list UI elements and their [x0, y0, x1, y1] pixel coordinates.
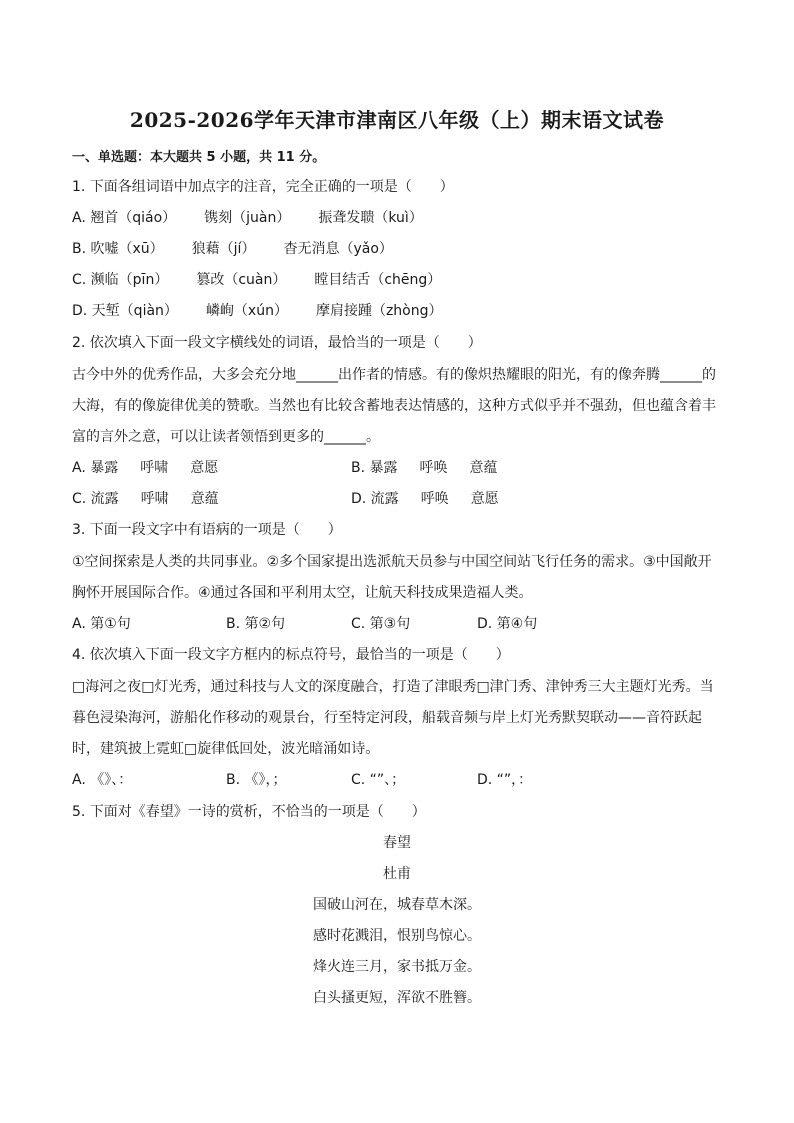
fill-blank-1: ______ — [296, 367, 338, 383]
passage-text: 的 — [702, 367, 716, 383]
poem-author: 杜甫 — [383, 866, 411, 882]
option-text: 呼唤 — [420, 491, 449, 507]
option-text: C. 流露 — [72, 491, 119, 507]
question-1-stem: 1. 下面各组词语中加点字的注音，完全正确的一项是（ ） — [72, 179, 454, 195]
fill-blank-3: ______ — [324, 429, 366, 445]
option-text: D. 天堑（qiàn） — [72, 303, 178, 319]
option-text: 呼啸 — [140, 460, 169, 476]
option-text: 呼啸 — [140, 491, 169, 507]
option-text: 嶙峋（xún） — [205, 303, 288, 319]
question-4-passage-line-3: 时，建筑披上霓虹□旋律低回处，波光暗涌如诗。 — [72, 741, 380, 757]
question-2-passage-line-1 — [72, 364, 716, 384]
question-2-option-b — [351, 457, 498, 477]
question-1-option-a — [72, 207, 423, 227]
option-text: 杳无消息（yǎo） — [283, 241, 393, 257]
option-text: 意蕴 — [469, 460, 498, 476]
section-heading: 一、单选题：本大题共 5 小题，共 11 分。 — [72, 150, 326, 165]
question-1-option-c — [72, 269, 441, 289]
fill-blank-2: ______ — [660, 367, 702, 383]
question-4-passage-line-1: □海河之夜□灯光秀，通过科技与人文的深度融合，打造了津眼秀□津门秀、津钟秀三大主题灯光秀。当 — [72, 679, 714, 695]
poem-line: 感时花溅泪，恨别鸟惊心。 — [313, 928, 481, 944]
option-text: 摩肩接踵（zhòng） — [315, 303, 443, 319]
question-4-option-c: C. “”、； — [351, 772, 406, 788]
question-2-option-c — [72, 488, 219, 508]
option-text: 狼藉（jí） — [191, 241, 256, 257]
question-2-stem: 2. 依次填入下面一段文字横线处的词语，最恰当的一项是（ ） — [72, 335, 482, 351]
question-2-option-d — [351, 488, 499, 508]
question-3-option-b: B. 第②句 — [226, 616, 286, 632]
option-text: B. 暴露 — [351, 460, 398, 476]
question-1-option-d — [72, 300, 443, 320]
question-4-stem: 4. 依次填入下面一段文字方框内的标点符号，最恰当的一项是（ ） — [72, 647, 510, 663]
passage-text: 古今中外的优秀作品，大多会充分地 — [72, 367, 296, 383]
poem-title: 春望 — [383, 835, 411, 851]
question-3-option-d: D. 第④句 — [477, 616, 538, 632]
passage-text: 。 — [366, 429, 380, 445]
poem-line: 烽火连三月，家书抵万金。 — [313, 959, 481, 975]
question-4-option-b: B. 《》，； — [226, 772, 287, 788]
option-text: A. 翘首（qiáo） — [72, 210, 177, 226]
question-3-passage-line-2: 胸怀开展国际合作。④通过各国和平利用太空，让航天科技成果造福人类。 — [72, 585, 533, 601]
option-text: B. 吹嘘（xū） — [72, 241, 164, 257]
option-text: 呼唤 — [419, 460, 448, 476]
option-text: 意愿 — [470, 491, 499, 507]
question-2-passage-line-3 — [72, 426, 380, 446]
option-text: 篡改（cuàn） — [196, 272, 287, 288]
poem-line: 国破山河在，城春草木深。 — [313, 897, 481, 913]
option-text: 振聋发聩（kuì） — [318, 210, 423, 226]
passage-text: 富的言外之意，可以让读者领悟到更多的 — [72, 429, 324, 445]
question-3-option-a: A. 第①句 — [72, 616, 131, 632]
passage-text: 出作者的情感。有的像炽热耀眼的阳光，有的像奔腾 — [338, 367, 660, 383]
page-title: 2025-2026学年天津市津南区八年级（上）期末语文试卷 — [129, 108, 665, 132]
option-text: C. 濒临（pīn） — [72, 272, 169, 288]
option-text: 意蕴 — [190, 491, 219, 507]
poem-line: 白头搔更短，浑欲不胜簪。 — [313, 990, 481, 1006]
question-4-option-d: D. “”，： — [477, 772, 533, 788]
question-1-option-b — [72, 238, 393, 258]
question-3-passage-line-1: ①空间探索是人类的共同事业。②多个国家提出选派航天员参与中国空间站飞行任务的需求。③中国敞开 — [72, 554, 712, 570]
question-4-option-a: A. 《》、： — [72, 772, 133, 788]
question-3-option-c: C. 第③句 — [351, 616, 411, 632]
option-text: A. 暴露 — [72, 460, 119, 476]
option-text: D. 流露 — [351, 491, 399, 507]
option-text: 镌刻（juàn） — [204, 210, 291, 226]
question-3-stem: 3. 下面一段文字中有语病的一项是（ ） — [72, 522, 342, 538]
option-text: 瞠目结舌（chēng） — [314, 272, 442, 288]
question-4-passage-line-2: 暮色浸染海河，游船化作移动的观景台，行至特定河段，船载音频与岸上灯光秀默契联动——音符跃起 — [72, 710, 702, 726]
question-5-stem: 5. 下面对《春望》一诗的赏析，不恰当的一项是（ ） — [72, 804, 426, 820]
option-text: 意愿 — [190, 460, 219, 476]
question-2-option-a — [72, 457, 218, 477]
question-2-passage-line-2: 大海，有的像旋律优美的赞歌。当然也有比较含蓄地表达情感的，这种方式似乎并不强劲，但也蕴含着丰 — [72, 398, 716, 414]
